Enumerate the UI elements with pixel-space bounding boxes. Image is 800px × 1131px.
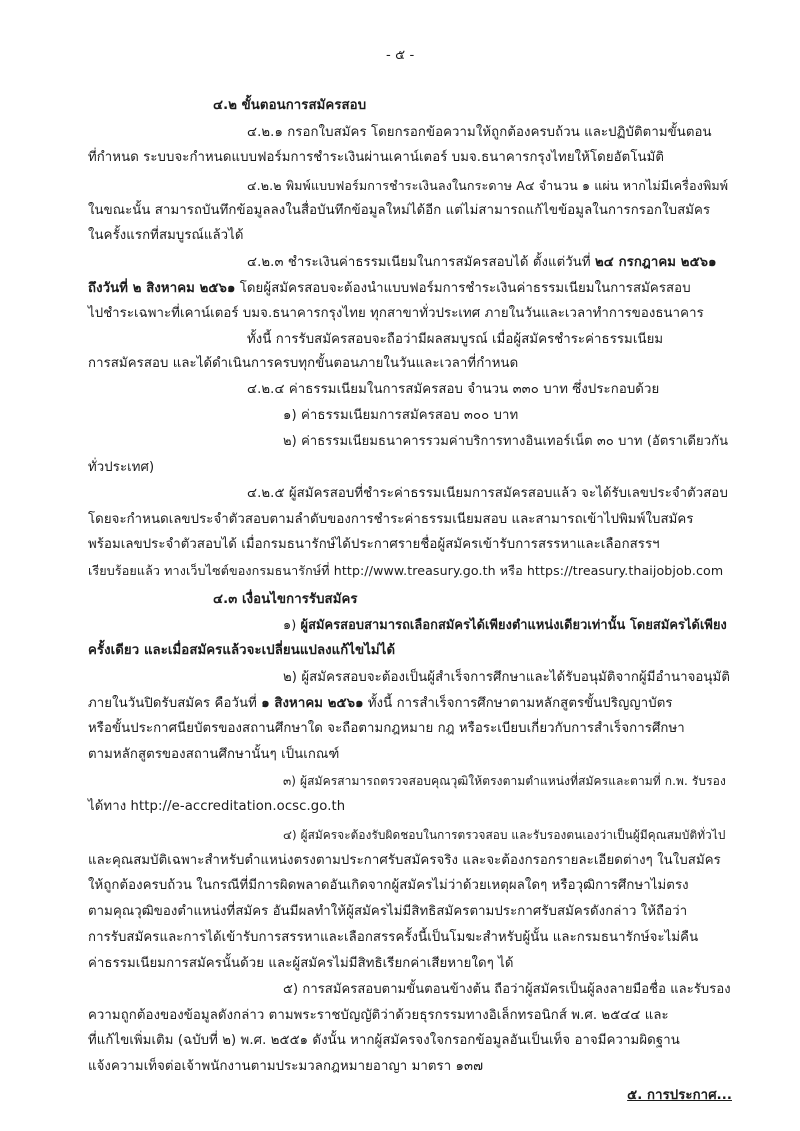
payment-start-date: ๒๔ กรกฎาคม ๒๕๖๑	[595, 255, 717, 270]
condition-2-line: ๒) ผู้สมัครสอบจะต้องเป็นผู้สำเร็จการศึกษาและได้รับอนุมัติจากผู้มีอำนาจอนุมัติ	[283, 670, 731, 685]
condition-1-line	[283, 617, 727, 635]
condition-5-line: ๕) การสมัครสอบตามขั้นตอนข้างต้น ถือว่าผู้สมัครเป็นผู้ลงลายมือชื่อ และรับรอง	[283, 982, 731, 997]
condition-2-line: หรือขั้นประกาศนียบัตรของสถานศึกษาใด จะถือตามกฎหมาย กฎ หรือระเบียบเกี่ยวกับการสำเร็จการศึกษา	[88, 721, 685, 736]
item-4-2-2-line: ในครั้งแรกที่สมบูรณ์แล้วได้	[88, 228, 244, 243]
item-4-2-5-line: พร้อมเลขประจำตัวสอบได้ เมื่อกรมธนารักษ์ได้ประกาศรายชื่อผู้สมัครเข้ารับการสรรหาและเลือกสรรฯ	[88, 537, 660, 552]
condition-3-line: ๓) ผู้สมัครสามารถตรวจสอบคุณวุฒิให้ตรงตามตำแหน่งที่สมัครและตามที่ ก.พ. รับรอง	[283, 774, 726, 788]
item-4-2-2-line: ๔.๒.๒ พิมพ์แบบฟอร์มการชำระเงินลงในกระดาษ A๔ จำนวน ๑ แผ่น หากไม่มีเครื่องพิมพ์	[247, 178, 729, 193]
condition-1-line: ครั้งเดียว และเมื่อสมัครแล้วจะเปลี่ยนแปลงแก้ไขไม่ได้	[88, 643, 396, 658]
item-4-2-5-line: เรียบร้อยแล้ว ทางเว็บไซต์ของกรมธนารักษ์ที่ http://www.treasury.go.th หรือ https://treasury.thaijobjob.com	[88, 563, 724, 578]
condition-4-line: และคุณสมบัติเฉพาะสำหรับตำแหน่งตรงตามประกาศรับสมัครจริง และจะต้องกรอกรายละเอียดต่างๆ ในใบสมัคร	[88, 853, 721, 868]
condition-1-number: ๑)	[283, 618, 301, 633]
condition-1-text: ผู้สมัครสอบสามารถเลือกสมัครได้เพียงตำแหน่งเดียวเท่านั้น โดยสมัครได้เพียง	[300, 618, 727, 633]
item-4-2-3-text: ๔.๒.๓ ชำระเงินค่าธรรมเนียมในการสมัครสอบได้ ตั้งแต่วันที่	[247, 255, 595, 270]
section-4-3-heading: ๔.๓ เงื่อนไขการรับสมัคร	[213, 592, 358, 607]
closing-date: ๑ สิงหาคม ๒๕๖๑	[261, 696, 364, 711]
fee-item-2: ๒) ค่าธรรมเนียมธนาคารรวมค่าบริการทางอินเทอร์เน็ต ๓๐ บาท (อัตราเดียวกัน	[283, 434, 729, 449]
item-4-2-5-line: โดยจะกำหนดเลขประจำตัวสอบตามลำดับของการชำระค่าธรรมเนียมสอบ และสามารถเข้าไปพิมพ์ใบสมัคร	[88, 512, 694, 527]
condition-2-line	[88, 695, 673, 713]
item-4-2-3-line: ไปชำระเฉพาะที่เคาน์เตอร์ บมจ.ธนาคารกรุงไทย ทุกสาขาทั่วประเทศ ภายในวันและเวลาทำการของธนาคาร	[88, 306, 704, 321]
condition-4-line: ให้ถูกต้องครบถ้วน ในกรณีที่มีการผิดพลาดอันเกิดจากผู้สมัครไม่ว่าด้วยเหตุผลใดๆ หรือวุฒิการศึกษาไม่ตรง	[88, 878, 689, 893]
condition-4-line: การรับสมัครและการได้เข้ารับการสรรหาและเลือกสรรครั้งนี้เป็นโมฆะสำหรับผู้นั้น และกรมธนารักษ์จะไม่คืน	[88, 930, 699, 945]
condition-3-line: ได้ทาง http://e-accreditation.ocsc.go.th	[88, 799, 346, 814]
fee-item-2-cont: ทั่วประเทศ)	[88, 460, 155, 475]
item-4-2-5-line: ๔.๒.๕ ผู้สมัครสอบที่ชำระค่าธรรมเนียมการสมัครสอบแล้ว จะได้รับเลขประจำตัวสอบ	[247, 486, 728, 501]
item-4-2-3-line: การสมัครสอบ และได้ดำเนินการครบทุกขั้นตอนภายในวันและเวลาที่กำหนด	[88, 356, 519, 371]
condition-2-text: ภายในวันปิดรับสมัคร คือวันที่	[88, 696, 262, 711]
page-number: - ๕ -	[386, 48, 415, 63]
item-4-2-2-line: ในขณะนั้น สามารถบันทึกข้อมูลลงในสื่อบันทึกข้อมูลใหม่ได้อีก แต่ไม่สามารถแก้ไขข้อมูลในการกรอกใบสมัคร	[88, 203, 711, 218]
item-4-2-1-line: ที่กำหนด ระบบจะกำหนดแบบฟอร์มการชำระเงินผ่านเคาน์เตอร์ บมจ.ธนาคารกรุงไทยให้โดยอัตโนมัติ	[88, 150, 665, 165]
condition-5-line: แจ้งความเท็จต่อเจ้าพนักงานตามประมวลกฎหมายอาญา มาตรา ๑๓๗	[88, 1059, 484, 1074]
condition-2-line: ตามหลักสูตรของสถานศึกษานั้นๆ เป็นเกณฑ์	[88, 747, 340, 762]
item-4-2-3-line: ทั้งนี้ การรับสมัครสอบจะถือว่ามีผลสมบูรณ์ เมื่อผู้สมัครชำระค่าธรรมเนียม	[247, 332, 664, 347]
condition-4-line: ค่าธรรมเนียมการสมัครนั้นด้วย และผู้สมัครไม่มีสิทธิเรียกค่าเสียหายใดๆ ได้	[88, 956, 514, 971]
condition-2-text: ทั้งนี้ การสำเร็จการศึกษาตามหลักสูตรขั้นปริญญาบัตร	[363, 696, 673, 711]
section-4-2-heading: ๔.๒ ขั้นตอนการสมัครสอบ	[213, 98, 367, 113]
condition-5-line: ความถูกต้องของข้อมูลดังกล่าว ตามพระราชบัญญัติว่าด้วยธุรกรรมทางอิเล็กทรอนิกส์ พ.ศ. ๒๕๔๔ และ	[88, 1008, 669, 1023]
payment-end-date: ถึงวันที่ ๒ สิงหาคม ๒๕๖๑	[88, 281, 236, 296]
condition-5-line: ที่แก้ไขเพิ่มเติม (ฉบับที่ ๒) พ.ศ. ๒๕๕๑ ดังนั้น หากผู้สมัครจงใจกรอกข้อมูลอันเป็นเท็จ อาจมีความผิดฐาน	[88, 1033, 680, 1048]
fee-item-1: ๑) ค่าธรรมเนียมการสมัครสอบ ๓๐๐ บาท	[283, 408, 519, 423]
condition-4-line: ๔) ผู้สมัครจะต้องรับผิดชอบในการตรวจสอบ และรับรองตนเองว่าเป็นผู้มีคุณสมบัติทั่วไป	[283, 828, 726, 842]
item-4-2-1-line: ๔.๒.๑ กรอกใบสมัคร โดยกรอกข้อความให้ถูกต้องครบถ้วน และปฏิบัติตามขั้นตอน	[247, 125, 712, 140]
continuation-note: ๕. การประกาศ...	[627, 1088, 732, 1103]
item-4-2-4-line: ๔.๒.๔ ค่าธรรมเนียมในการสมัครสอบ จำนวน ๓๓๐ บาท ซึ่งประกอบด้วย	[247, 382, 660, 397]
condition-4-line: ตามคุณวุฒิของตำแหน่งที่สมัคร อันมีผลทำให้ผู้สมัครไม่มีสิทธิสมัครตามประกาศรับสมัครดังกล่าว ให้ถือว่า	[88, 904, 688, 919]
item-4-2-3-line	[247, 254, 717, 272]
item-4-2-3-line	[88, 280, 691, 298]
item-4-2-3-text: โดยผู้สมัครสอบจะต้องนำแบบฟอร์มการชำระเงินค่าธรรมเนียมในการสมัครสอบ	[235, 281, 691, 296]
